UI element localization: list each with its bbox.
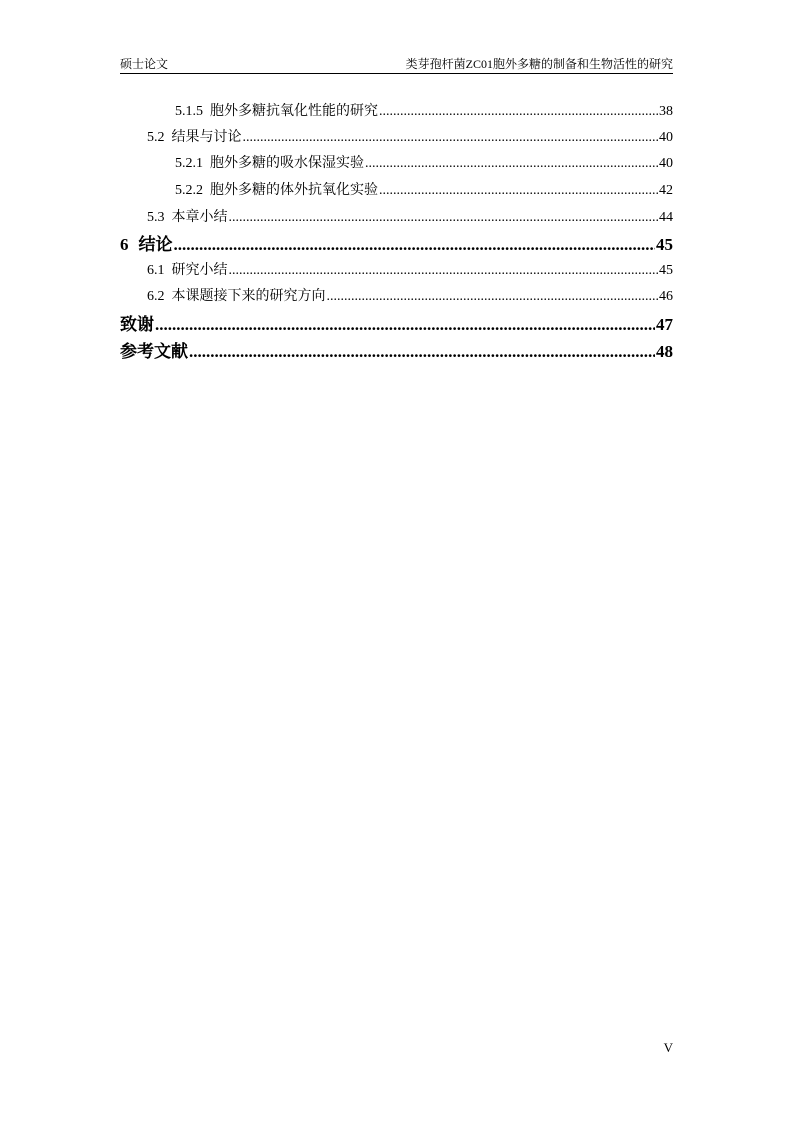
toc-entry-page: 48 (656, 342, 673, 361)
toc-entry-chapter-6[interactable] (120, 232, 673, 258)
toc-entry-title: 结果与讨论 (171, 130, 242, 145)
toc-leader-dots (243, 126, 659, 150)
toc-leader-dots (189, 339, 655, 365)
toc-entry-title: 本课题接下来的研究方向 (171, 289, 326, 304)
toc-entry-page: 38 (659, 104, 673, 119)
toc-entry-page: 40 (659, 130, 673, 145)
toc-entry-5-3[interactable] (120, 206, 673, 230)
toc-entry-5-2-2[interactable] (120, 179, 673, 203)
toc-entry-page: 44 (659, 210, 673, 225)
toc-entry-number: 5.2 (147, 130, 165, 145)
toc-entry-page: 45 (656, 235, 673, 254)
toc-leader-dots (229, 206, 659, 230)
toc-entry-number: 5.2.1 (175, 156, 203, 171)
toc-leader-dots (155, 312, 655, 338)
toc-entry-title: 研究小结 (171, 263, 228, 278)
toc-entry-number: 5.2.2 (175, 183, 203, 198)
header-thesis-title: 类芽孢杆菌ZC01胞外多糖的制备和生物活性的研究 (405, 57, 673, 71)
toc-entry-acknowledgements[interactable] (120, 312, 673, 338)
toc-leader-dots (174, 232, 656, 258)
toc-entry-number: 5.3 (147, 210, 165, 225)
toc-leader-dots (229, 259, 659, 283)
header-thesis-type: 硕士论文 (120, 57, 169, 71)
toc-entry-title: 胞外多糖抗氧化性能的研究 (210, 104, 378, 119)
toc-leader-dots (365, 152, 658, 176)
toc-entry-title: 胞外多糖的体外抗氧化实验 (210, 183, 378, 198)
toc-leader-dots (327, 285, 659, 309)
toc-entry-page: 45 (659, 263, 673, 278)
toc-entry-6-2[interactable] (120, 285, 673, 309)
toc-entry-5-1-5[interactable] (120, 100, 673, 124)
toc-entry-title: 结论 (138, 235, 173, 254)
toc-entry-title: 参考文献 (120, 342, 188, 361)
toc-entry-title: 胞外多糖的吸水保湿实验 (210, 156, 364, 171)
toc-entry-6-1[interactable] (120, 259, 673, 283)
toc-entry-number: 6.1 (147, 263, 165, 278)
toc-entry-page: 46 (659, 289, 673, 304)
toc-entry-5-2-1[interactable] (120, 152, 673, 176)
toc-entry-references[interactable] (120, 339, 673, 365)
toc-leader-dots (379, 179, 658, 203)
toc-entry-title: 致谢 (120, 315, 154, 334)
page-header (120, 55, 673, 74)
toc-leader-dots (379, 100, 658, 124)
toc-entry-number: 6 (120, 235, 129, 254)
toc-entry-page: 40 (659, 156, 673, 171)
toc-entry-page: 42 (659, 183, 673, 198)
toc-entry-5-2[interactable] (120, 126, 673, 150)
page-number: V (663, 1040, 673, 1055)
toc-entry-number: 5.1.5 (175, 104, 203, 119)
toc-entry-number: 6.2 (147, 289, 165, 304)
toc-entry-title: 本章小结 (171, 210, 228, 225)
toc-entry-page: 47 (656, 315, 673, 334)
